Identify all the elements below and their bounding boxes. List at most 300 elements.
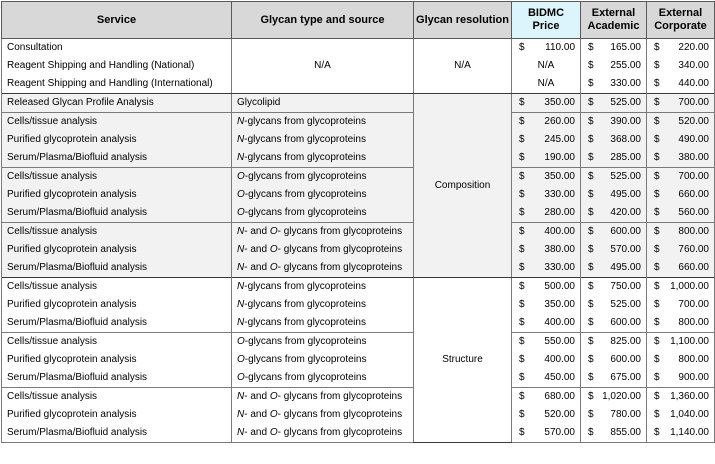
currency-symbol: $ [588, 427, 594, 438]
bidmc-price-cell [512, 149, 581, 168]
price-amount: 330.00 [544, 262, 575, 273]
glycan-type-part: - and [244, 409, 270, 420]
currency-symbol: $ [654, 354, 660, 365]
bidmc-price-cell [512, 168, 581, 187]
currency-symbol: $ [588, 116, 594, 127]
service-cell: Serum/Plasma/Biofluid analysis [2, 259, 232, 278]
glycan-type-part: N [237, 391, 245, 402]
glycan-type-part: - glycans from glycoproteins [277, 409, 403, 420]
glycan-type-part: - glycans from glycoproteins [277, 262, 403, 273]
price-amount: 368.00 [610, 134, 641, 145]
price-amount: 550.00 [544, 336, 575, 347]
price-amount: 350.00 [544, 171, 575, 182]
currency-symbol: $ [654, 336, 660, 347]
service-cell: Serum/Plasma/Biofluid analysis [2, 369, 232, 388]
table-row [2, 314, 715, 333]
corporate-price-cell [647, 168, 715, 187]
price-amount: 520.00 [678, 116, 709, 127]
currency-symbol: $ [588, 317, 594, 328]
academic-price-cell [581, 204, 647, 223]
service-cell: Cells/tissue analysis [2, 223, 232, 242]
resolution-cell-general: N/A [414, 39, 512, 94]
corporate-price-cell [647, 314, 715, 333]
price-amount: 1,100.00 [670, 336, 709, 347]
glycan-type-part: N [237, 226, 245, 237]
currency-symbol: $ [654, 299, 660, 310]
currency-symbol: $ [654, 42, 660, 53]
academic-price-cell [581, 168, 647, 187]
price-amount: 525.00 [610, 299, 641, 310]
table-row [2, 39, 715, 58]
academic-price-cell [581, 57, 647, 75]
corporate-price-cell [647, 351, 715, 369]
glycan-type-part: N [237, 299, 245, 310]
service-cell: Serum/Plasma/Biofluid analysis [2, 204, 232, 223]
table-row [2, 388, 715, 407]
currency-symbol: $ [519, 354, 525, 365]
corporate-price-cell [647, 241, 715, 259]
service-cell: Purified glycoprotein analysis [2, 131, 232, 149]
glycan-type-part: -glycans from glycoproteins [244, 281, 366, 292]
price-amount: 330.00 [544, 189, 575, 200]
glycan-type-cell: N/A [232, 39, 414, 94]
glycan-type-part: N [237, 152, 245, 163]
academic-price-cell [581, 149, 647, 168]
currency-symbol: $ [519, 299, 525, 310]
price-amount: 570.00 [610, 244, 641, 255]
glycan-type-cell [232, 168, 414, 187]
bidmc-price-cell [512, 94, 581, 113]
currency-symbol: $ [654, 244, 660, 255]
glycan-type-cell [232, 333, 414, 352]
price-amount: 680.00 [544, 391, 575, 402]
glycan-type-part: -glycans from glycoproteins [244, 189, 367, 200]
table-row [2, 168, 715, 187]
academic-price-cell [581, 223, 647, 242]
corporate-price-cell [647, 406, 715, 424]
price-amount: 825.00 [610, 336, 641, 347]
header-external-corporate: External Corporate [647, 2, 715, 39]
academic-price-cell [581, 131, 647, 149]
price-amount: 855.00 [610, 427, 641, 438]
glycan-type-part: - glycans from glycoproteins [277, 391, 403, 402]
glycan-type-part: N [237, 262, 245, 273]
price-amount: 400.00 [544, 317, 575, 328]
academic-price-cell [581, 94, 647, 113]
corporate-price-cell [647, 75, 715, 94]
corporate-price-cell [647, 39, 715, 58]
price-amount: 495.00 [610, 262, 641, 273]
academic-price-cell [581, 113, 647, 132]
bidmc-price-cell [512, 406, 581, 424]
currency-symbol: $ [519, 391, 525, 402]
price-amount: 245.00 [544, 134, 575, 145]
bidmc-price-cell [512, 296, 581, 314]
service-cell: Purified glycoprotein analysis [2, 241, 232, 259]
currency-symbol: $ [588, 42, 594, 53]
glycan-type-cell [232, 351, 414, 369]
currency-symbol: $ [519, 171, 525, 182]
pricing-table [1, 1, 715, 443]
academic-price-cell [581, 424, 647, 443]
resolution-cell-structure: Structure [414, 278, 512, 443]
currency-symbol: $ [519, 116, 525, 127]
currency-symbol: $ [588, 189, 594, 200]
academic-price-cell [581, 241, 647, 259]
price-amount: 600.00 [610, 354, 641, 365]
price-amount: 660.00 [678, 189, 709, 200]
glycan-type-cell [232, 314, 414, 333]
currency-symbol: $ [654, 134, 660, 145]
glycan-type-part: O [269, 262, 278, 273]
currency-symbol: $ [588, 391, 594, 402]
currency-symbol: $ [588, 226, 594, 237]
currency-symbol: $ [519, 317, 525, 328]
glycan-type-part: N [237, 317, 245, 328]
glycan-type-part: O [269, 391, 278, 402]
corporate-price-cell [647, 149, 715, 168]
currency-symbol: $ [519, 336, 525, 347]
glycan-type-part: -glycans from glycoproteins [244, 116, 366, 127]
currency-symbol: $ [588, 60, 594, 71]
price-amount: 380.00 [544, 244, 575, 255]
academic-price-cell [581, 369, 647, 388]
price-amount: 800.00 [678, 317, 709, 328]
header-resolution: Glycan resolution [414, 2, 512, 39]
currency-symbol: $ [654, 207, 660, 218]
price-amount: 350.00 [544, 299, 575, 310]
glycan-type-part: -glycans from glycoproteins [244, 207, 367, 218]
currency-symbol: $ [654, 262, 660, 273]
bidmc-price-cell [512, 259, 581, 278]
glycan-type-cell [232, 369, 414, 388]
table-row [2, 406, 715, 424]
bidmc-price-cell [512, 388, 581, 407]
glycan-type-part: N [237, 244, 245, 255]
currency-symbol: $ [588, 262, 594, 273]
price-amount: 700.00 [678, 171, 709, 182]
glycan-type-part: - and [244, 391, 270, 402]
table-row [2, 131, 715, 149]
glycan-type-cell [232, 241, 414, 259]
glycan-type-part: - glycans from glycoproteins [277, 226, 403, 237]
corporate-price-cell [647, 131, 715, 149]
price-amount: 1,000.00 [670, 281, 709, 292]
academic-price-cell [581, 39, 647, 58]
bidmc-price-cell [512, 39, 581, 58]
glycan-type-cell [232, 149, 414, 168]
glycan-type-cell [232, 113, 414, 132]
bidmc-price-cell [512, 351, 581, 369]
glycan-type-part: -glycans from glycoproteins [244, 336, 367, 347]
glycan-type-part: -glycans from glycoproteins [244, 152, 366, 163]
price-amount: 1,140.00 [670, 427, 709, 438]
price-amount: 390.00 [610, 116, 641, 127]
glycan-type-cell [232, 278, 414, 297]
glycan-type-part: O [237, 354, 245, 365]
currency-symbol: $ [519, 244, 525, 255]
price-amount: 700.00 [678, 299, 709, 310]
price-amount: 525.00 [610, 171, 641, 182]
bidmc-price-cell: N/A [512, 75, 581, 94]
corporate-price-cell [647, 186, 715, 204]
table-row [2, 94, 715, 113]
corporate-price-cell [647, 296, 715, 314]
glycan-type-part: O [237, 372, 245, 383]
price-amount: 165.00 [610, 42, 641, 53]
header-external-academic: External Academic [581, 2, 647, 39]
price-amount: 350.00 [544, 97, 575, 108]
currency-symbol: $ [654, 226, 660, 237]
currency-symbol: $ [519, 207, 525, 218]
currency-symbol: $ [519, 152, 525, 163]
table-row [2, 241, 715, 259]
glycan-type-cell [232, 388, 414, 407]
glycan-type-cell [232, 424, 414, 443]
currency-symbol: $ [588, 281, 594, 292]
currency-symbol: $ [588, 354, 594, 365]
academic-price-cell [581, 296, 647, 314]
currency-symbol: $ [519, 189, 525, 200]
table-row [2, 424, 715, 443]
currency-symbol: $ [654, 116, 660, 127]
glycan-type-part: - and [244, 262, 270, 273]
corporate-price-cell [647, 278, 715, 297]
price-amount: 1,040.00 [670, 409, 709, 420]
glycan-type-part: N [237, 409, 245, 420]
price-amount: 570.00 [544, 427, 575, 438]
academic-price-cell [581, 388, 647, 407]
corporate-price-cell [647, 223, 715, 242]
currency-symbol: $ [654, 427, 660, 438]
academic-price-cell [581, 351, 647, 369]
table-row [2, 223, 715, 242]
currency-symbol: $ [519, 134, 525, 145]
service-cell: Cells/tissue analysis [2, 278, 232, 297]
currency-symbol: $ [588, 171, 594, 182]
price-amount: 220.00 [678, 42, 709, 53]
service-cell: Cells/tissue analysis [2, 113, 232, 132]
table-row [2, 296, 715, 314]
table-row [2, 186, 715, 204]
price-amount: 285.00 [610, 152, 641, 163]
price-amount: 500.00 [544, 281, 575, 292]
currency-symbol: $ [654, 281, 660, 292]
price-amount: 280.00 [544, 207, 575, 218]
glycan-type-cell: Glycolipid [232, 94, 414, 113]
table-row [2, 369, 715, 388]
price-amount: 190.00 [544, 152, 575, 163]
corporate-price-cell [647, 113, 715, 132]
currency-symbol: $ [654, 372, 660, 383]
price-amount: 440.00 [678, 78, 709, 89]
glycan-type-part: - and [244, 244, 270, 255]
price-amount: 800.00 [678, 226, 709, 237]
price-amount: 760.00 [678, 244, 709, 255]
table-row [2, 278, 715, 297]
service-cell: Released Glycan Profile Analysis [2, 94, 232, 113]
price-amount: 255.00 [610, 60, 641, 71]
glycan-type-part: -glycans from glycoproteins [244, 171, 367, 182]
glycan-type-part: -glycans from glycoproteins [244, 317, 366, 328]
glycan-type-part: N [237, 281, 245, 292]
bidmc-price-cell [512, 113, 581, 132]
corporate-price-cell [647, 369, 715, 388]
price-amount: 780.00 [610, 409, 641, 420]
bidmc-price-cell: N/A [512, 57, 581, 75]
price-amount: 330.00 [610, 78, 641, 89]
service-cell: Purified glycoprotein analysis [2, 406, 232, 424]
bidmc-price-cell [512, 204, 581, 223]
price-amount: 750.00 [610, 281, 641, 292]
currency-symbol: $ [654, 409, 660, 420]
glycan-type-part: O [269, 427, 278, 438]
currency-symbol: $ [519, 262, 525, 273]
glycan-type-part: - and [244, 427, 270, 438]
currency-symbol: $ [654, 189, 660, 200]
currency-symbol: $ [519, 281, 525, 292]
glycan-type-part: O [269, 409, 278, 420]
academic-price-cell [581, 314, 647, 333]
academic-price-cell [581, 186, 647, 204]
currency-symbol: $ [519, 42, 525, 53]
currency-symbol: $ [588, 134, 594, 145]
header-service: Service [2, 2, 232, 39]
service-cell: Cells/tissue analysis [2, 333, 232, 352]
bidmc-price-cell [512, 424, 581, 443]
header-row [2, 2, 715, 39]
academic-price-cell [581, 406, 647, 424]
corporate-price-cell [647, 424, 715, 443]
price-amount: 110.00 [545, 42, 575, 53]
table-row [2, 333, 715, 352]
glycan-type-cell [232, 204, 414, 223]
currency-symbol: $ [588, 409, 594, 420]
price-amount: 400.00 [544, 354, 575, 365]
glycan-type-part: O [237, 207, 245, 218]
price-amount: 900.00 [678, 372, 709, 383]
price-amount: 660.00 [678, 262, 709, 273]
currency-symbol: $ [654, 391, 660, 402]
currency-symbol: $ [654, 78, 660, 89]
glycan-type-part: -glycans from glycoproteins [244, 134, 366, 145]
table-row [2, 149, 715, 168]
service-cell: Purified glycoprotein analysis [2, 296, 232, 314]
currency-symbol: $ [588, 152, 594, 163]
currency-symbol: $ [588, 299, 594, 310]
currency-symbol: $ [654, 171, 660, 182]
glycan-type-cell [232, 186, 414, 204]
price-amount: 450.00 [544, 372, 575, 383]
glycan-type-cell [232, 223, 414, 242]
corporate-price-cell [647, 333, 715, 352]
price-amount: 1,020.00 [602, 391, 641, 402]
header-bidmc-price: BIDMC Price [512, 2, 581, 39]
currency-symbol: $ [654, 152, 660, 163]
currency-symbol: $ [588, 78, 594, 89]
bidmc-price-cell [512, 223, 581, 242]
header-glycan-type: Glycan type and source [232, 2, 414, 39]
currency-symbol: $ [654, 60, 660, 71]
price-amount: 525.00 [610, 97, 641, 108]
corporate-price-cell [647, 57, 715, 75]
currency-symbol: $ [588, 207, 594, 218]
currency-symbol: $ [519, 409, 525, 420]
service-cell: Reagent Shipping and Handling (International) [2, 75, 232, 94]
service-cell: Serum/Plasma/Biofluid analysis [2, 424, 232, 443]
academic-price-cell [581, 75, 647, 94]
glycan-type-part: O [237, 336, 245, 347]
currency-symbol: $ [588, 244, 594, 255]
service-cell: Serum/Plasma/Biofluid analysis [2, 314, 232, 333]
bidmc-price-cell [512, 278, 581, 297]
price-amount: 1,360.00 [670, 391, 709, 402]
glycan-type-part: -glycans from glycoproteins [244, 299, 366, 310]
resolution-cell-composition: Composition [414, 94, 512, 278]
price-amount: 800.00 [678, 354, 709, 365]
academic-price-cell [581, 278, 647, 297]
bidmc-price-cell [512, 314, 581, 333]
glycan-type-cell [232, 259, 414, 278]
price-amount: 600.00 [610, 226, 641, 237]
currency-symbol: $ [654, 97, 660, 108]
currency-symbol: $ [519, 97, 525, 108]
currency-symbol: $ [588, 97, 594, 108]
bidmc-price-cell [512, 241, 581, 259]
glycan-type-cell [232, 131, 414, 149]
glycan-type-part: - glycans from glycoproteins [277, 244, 403, 255]
corporate-price-cell [647, 94, 715, 113]
service-cell: Purified glycoprotein analysis [2, 186, 232, 204]
price-amount: 260.00 [544, 116, 575, 127]
currency-symbol: $ [588, 336, 594, 347]
glycan-type-part: -glycans from glycoproteins [244, 372, 367, 383]
table-row [2, 204, 715, 223]
glycan-type-part: N [237, 427, 245, 438]
bidmc-price-cell [512, 369, 581, 388]
glycan-type-part: O [269, 226, 278, 237]
price-amount: 675.00 [610, 372, 641, 383]
price-amount: 700.00 [678, 97, 709, 108]
price-amount: 490.00 [678, 134, 709, 145]
corporate-price-cell [647, 204, 715, 223]
glycan-type-part: - and [244, 226, 270, 237]
service-cell: Consultation [2, 39, 232, 58]
service-cell: Cells/tissue analysis [2, 388, 232, 407]
table-row [2, 259, 715, 278]
currency-symbol: $ [519, 427, 525, 438]
glycan-type-part: O [237, 171, 245, 182]
glycan-type-part: -glycans from glycoproteins [244, 354, 367, 365]
corporate-price-cell [647, 388, 715, 407]
glycan-type-part: - glycans from glycoproteins [277, 427, 403, 438]
price-amount: 400.00 [544, 226, 575, 237]
glycan-type-part: N [237, 134, 245, 145]
price-amount: 340.00 [678, 60, 709, 71]
service-cell: Cells/tissue analysis [2, 168, 232, 187]
glycan-type-part: O [269, 244, 278, 255]
academic-price-cell [581, 259, 647, 278]
currency-symbol: $ [588, 372, 594, 383]
glycan-type-cell [232, 406, 414, 424]
price-amount: 420.00 [610, 207, 641, 218]
price-amount: 560.00 [678, 207, 709, 218]
service-cell: Purified glycoprotein analysis [2, 351, 232, 369]
service-cell: Reagent Shipping and Handling (National) [2, 57, 232, 75]
academic-price-cell [581, 333, 647, 352]
currency-symbol: $ [519, 372, 525, 383]
currency-symbol: $ [654, 317, 660, 328]
